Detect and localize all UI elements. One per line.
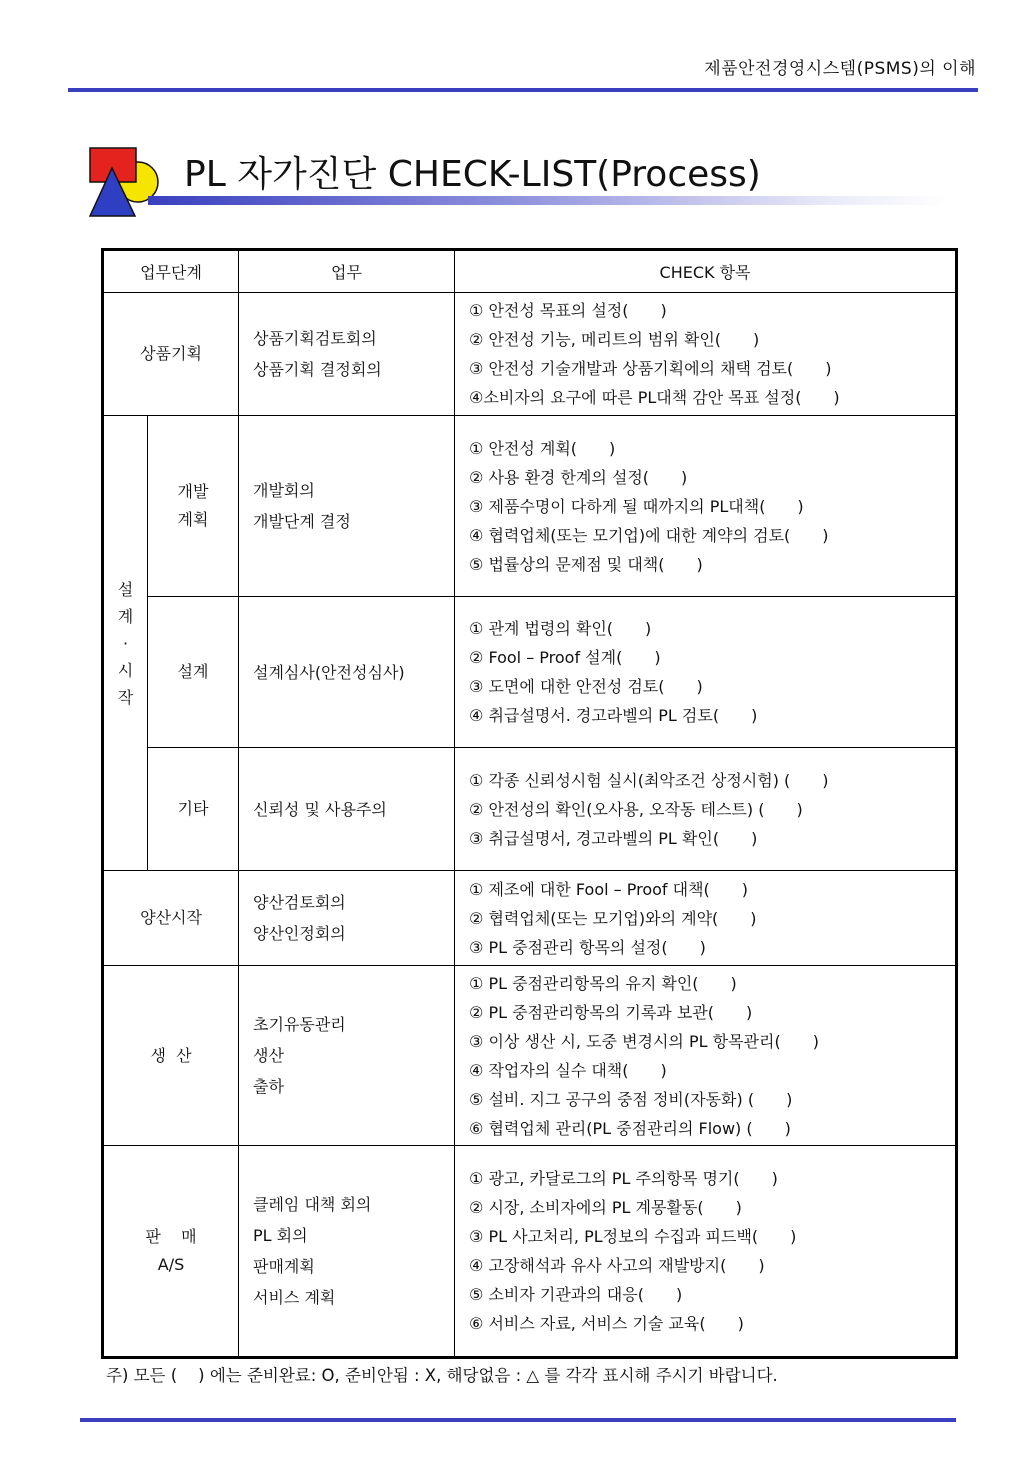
check-item: ② 시장, 소비자에의 PL 계몽활동( )	[469, 1198, 742, 1217]
task-item: 개발단계 결정	[253, 512, 351, 531]
table-row	[103, 871, 957, 966]
check-item: ① 안전성 계획( )	[469, 438, 616, 458]
check-cell	[455, 597, 957, 748]
task-item: 신뢰성 및 사용주의	[253, 799, 387, 819]
task-item: 생산	[253, 1046, 284, 1065]
stage-line: A/S	[157, 1255, 185, 1274]
stage-cell	[103, 1146, 239, 1358]
check-item: ① PL 중점관리항목의 유지 확인( )	[469, 973, 737, 993]
check-cell	[455, 966, 957, 1146]
task-cell	[239, 1146, 455, 1358]
check-item: ④ 작업자의 실수 대책( )	[469, 1060, 667, 1080]
check-item: ③ 제품수명이 다하게 될 때까지의 PL대책( )	[469, 496, 804, 516]
task-cell	[239, 293, 455, 416]
table-row	[103, 293, 957, 416]
task-item: 개발회의	[253, 481, 315, 500]
header-rule	[68, 88, 978, 92]
footer-rule	[80, 1418, 956, 1422]
group-label-char: 계	[117, 606, 134, 626]
check-item: ④ 협력업체(또는 모기업)에 대한 계약의 검토( )	[469, 525, 829, 545]
check-item: ② 안전성의 확인(오사용, 오작동 테스트) ( )	[469, 799, 803, 819]
task-cell	[239, 597, 455, 748]
check-item: ⑥ 서비스 자료, 서비스 기술 교육( )	[469, 1314, 744, 1333]
stage-line: 판 매	[145, 1227, 197, 1246]
table-row	[103, 597, 957, 748]
check-item: ② PL 중점관리항목의 기록과 보관( )	[469, 1002, 753, 1022]
footnote: 주) 모든 ( ) 에는 준비완료: O, 준비안됨 : X, 해당없음 : △ 를 각각 표시해 주시기 바랍니다.	[106, 1366, 778, 1385]
task-cell	[239, 416, 455, 597]
task-cell	[239, 871, 455, 966]
task-item: 출하	[253, 1077, 284, 1096]
check-item: ① 광고, 카달로그의 PL 주의항목 명기( )	[469, 1169, 778, 1188]
design-start-group-label	[103, 416, 148, 871]
table-row	[103, 966, 957, 1146]
check-item: ② 안전성 기능, 메리트의 범위 확인( )	[469, 330, 760, 349]
check-item: ① 제조에 대한 Fool – Proof 대책( )	[469, 879, 749, 899]
check-item: ⑤ 법률상의 문제점 및 대책( )	[469, 554, 703, 574]
check-item: ③ 이상 생산 시, 도중 변경시의 PL 항목관리( )	[469, 1031, 819, 1051]
check-cell	[455, 293, 957, 416]
group-label-char: ·	[122, 633, 129, 653]
check-item: ③ 도면에 대한 안전성 검토( )	[469, 677, 703, 696]
header-stage: 업무단계	[103, 250, 239, 293]
stage-cell: 설계	[148, 597, 239, 748]
header-text: 제품안전경영시스템(PSMS)의 이해	[704, 59, 976, 79]
table-row	[103, 1146, 957, 1358]
task-item: 초기유동관리	[253, 1015, 346, 1034]
check-item: ② Fool – Proof 설계( )	[469, 648, 661, 667]
task-item: 클레임 대책 회의	[253, 1195, 372, 1214]
stage-line: 개발	[177, 482, 209, 501]
task-cell	[239, 966, 455, 1146]
check-item: ⑥ 협력업체 관리(PL 중점관리의 Flow) ( )	[469, 1118, 791, 1138]
check-item: ① 관계 법령의 확인( )	[469, 619, 652, 638]
task-cell	[239, 748, 455, 871]
stage-cell: 양산시작	[103, 871, 239, 966]
check-item: ⑤ 설비. 지그 공구의 중점 정비(자동화) ( )	[469, 1089, 793, 1109]
page-title: PL 자가진단 CHECK-LIST(Process)	[184, 154, 761, 195]
check-cell	[455, 748, 957, 871]
task-item: 상품기획 결정회의	[253, 360, 382, 379]
group-label-char: 시	[117, 660, 134, 680]
table-row	[103, 416, 957, 597]
check-item: ② 협력업체(또는 모기업)와의 계약( )	[469, 908, 757, 928]
task-item: 양산인정회의	[253, 924, 346, 943]
stage-cell: 상품기획	[103, 293, 239, 416]
group-label-char: 설	[117, 579, 134, 599]
check-cell	[455, 416, 957, 597]
table-header-row	[103, 250, 957, 293]
check-item: ③ PL 중점관리 항목의 설정( )	[469, 937, 706, 957]
task-item: 양산검토회의	[253, 893, 346, 912]
check-item: ④ 취급설명서. 경고라벨의 PL 검토( )	[469, 706, 758, 725]
group-label-char: 작	[117, 687, 134, 707]
task-item: 상품기획검토회의	[253, 329, 377, 348]
check-item: ② 사용 환경 한계의 설정( )	[469, 467, 688, 487]
check-item: ① 안전성 목표의 설정( )	[469, 301, 667, 320]
task-item: 판매계획	[253, 1257, 315, 1276]
stage-line: 계획	[177, 510, 209, 529]
header-check: CHECK 항목	[455, 250, 957, 293]
task-item: 서비스 계획	[253, 1288, 336, 1307]
header-task: 업무	[239, 250, 455, 293]
task-item: 설계심사(안전성심사)	[253, 662, 405, 682]
title-underline	[148, 196, 948, 205]
check-item: ① 각종 신뢰성시험 실시(최악조건 상정시험) ( )	[469, 770, 829, 790]
check-item: ④ 고장해석과 유사 사고의 재발방지( )	[469, 1256, 765, 1275]
checklist-table	[101, 248, 958, 1359]
check-cell	[455, 1146, 957, 1358]
check-item: ③ 안전성 기술개발과 상품기획에의 채택 검토( )	[469, 359, 832, 378]
table-row	[103, 748, 957, 871]
stage-cell: 기타	[148, 748, 239, 871]
check-cell	[455, 871, 957, 966]
check-item: ③ 취급설명서, 경고라벨의 PL 확인( )	[469, 828, 758, 848]
logo-shapes-icon	[88, 146, 162, 220]
check-item: ④소비자의 요구에 따른 PL대책 감안 목표 설정( )	[469, 388, 840, 407]
check-item: ③ PL 사고처리, PL정보의 수집과 피드백( )	[469, 1227, 797, 1246]
check-item: ⑤ 소비자 기관과의 대응( )	[469, 1285, 683, 1304]
stage-cell	[148, 416, 239, 597]
stage-cell: 생 산	[103, 966, 239, 1146]
task-item: PL 회의	[253, 1226, 308, 1245]
